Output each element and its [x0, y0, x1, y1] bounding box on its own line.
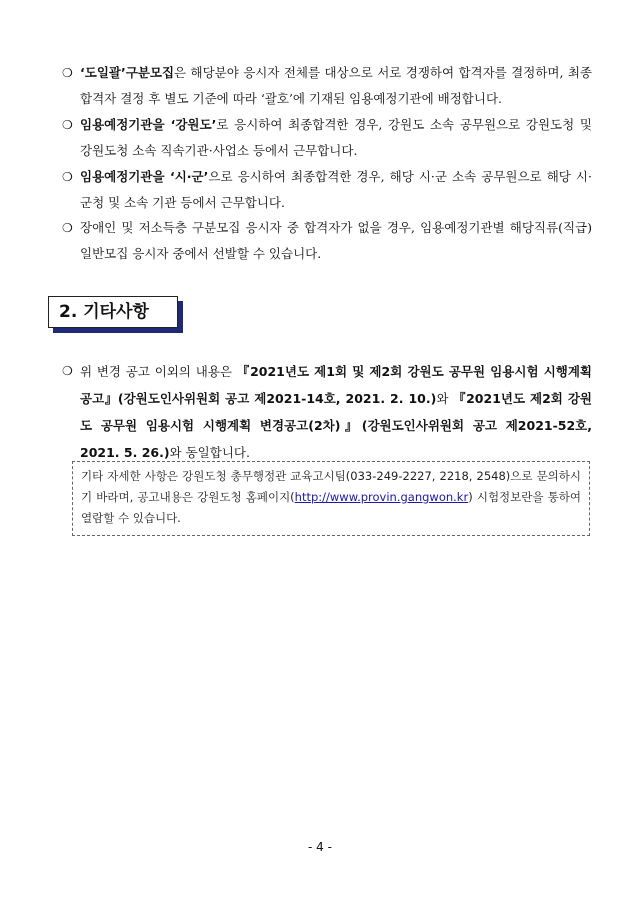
bullet-item-4: [62, 215, 592, 267]
contact-notice-box: [72, 461, 590, 536]
homepage-link[interactable]: http://www.provin.gangwon.kr: [294, 490, 469, 504]
circle-bullet-icon: ❍: [62, 221, 73, 235]
section-heading: 2. 기타사항: [48, 296, 178, 328]
circle-bullet-icon: ❍: [62, 118, 73, 132]
other-intro: 위 변경 공고 이외의 내용은: [80, 364, 237, 379]
bullet-lead: 임용예정기관을 ‘강원도’: [80, 117, 217, 132]
bullet-body: 은 해당분야 응시자 전체를 대상으로 서로 경쟁하여 합격자를 결정하며, 최종합격자 결정 후 별도 기준에 따라 ‘괄호’에 기재된 임용예정기관에 배정합니다.: [80, 65, 592, 106]
bullet-text: [80, 60, 592, 112]
bullet-item-3: [62, 164, 592, 216]
bullet-body: 장애인 및 저소득층 구분모집 응시자 중 합격자가 없을 경우, 임용예정기관별 해당직류(직급) 일반모집 응시자 중에서 선발할 수 있습니다.: [80, 220, 592, 261]
notice-text-before: 기타 자세한 사항은 강원도청 총무행정관 교육고시팀(033-249-2227, 2218, 2548)으로 문의하시기 바라며, 공고내용은 강원도청 홈페이지(: [81, 469, 581, 504]
bullet-body: 로 응시하여 최종합격한 경우, 강원도 소속 공무원으로 강원도청 및 강원도청 소속 직속기관·사업소 등에서 근무합니다.: [80, 117, 592, 158]
circle-bullet-icon: ❍: [62, 170, 73, 184]
bullet-item-1: [62, 60, 592, 112]
circle-bullet-icon: ❍: [62, 66, 73, 80]
bullet-lead: ‘도일괄’구분모집: [80, 65, 175, 80]
bullet-lead: 임용예정기관을 ‘시·군’: [80, 169, 209, 184]
other-outro: 와 동일합니다.: [169, 445, 250, 460]
bullet-text: [80, 112, 592, 164]
bullet-body: 으로 응시하여 최종합격한 경우, 해당 시·군 소속 공무원으로 해당 시·군청 및 소속 기관 등에서 근무합니다.: [80, 169, 592, 210]
bullet-item-2: [62, 112, 592, 164]
other-middle: 와: [436, 391, 453, 406]
referenced-notice-1: 『2021년도 제1회 및 제2회 강원도 공무원 임용시험 시행계획 공고』(강원도인사위원회 공고 제2021-14호, 2021. 2. 10.): [80, 364, 592, 406]
bullet-text: [80, 164, 592, 216]
referenced-notice-2: 『2021년도 제2회 강원도 공무원 임용시험 시행계획 변경공고(2차)』(강원도인사위원회 공고 제2021-52호, 2021. 5. 26.): [80, 391, 592, 460]
circle-bullet-icon: ❍: [62, 364, 73, 378]
page-number: - 4 -: [308, 840, 332, 854]
notice-text-after: ) 시험정보란을 통하여 열람할 수 있습니다.: [81, 490, 581, 525]
bullet-text: [80, 215, 592, 267]
other-info-item: [62, 358, 592, 466]
other-info-text: [80, 358, 592, 466]
